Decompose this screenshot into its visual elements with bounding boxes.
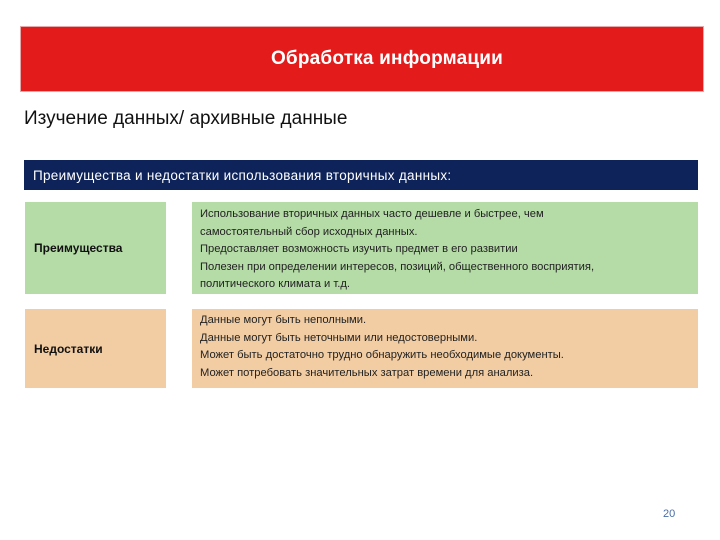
advantages-line: Использование вторичных данных часто дешевле и быстрее, чем xyxy=(200,208,544,220)
advantages-line: политического климата и т.д. xyxy=(200,278,351,290)
slide-title: Обработка информации xyxy=(270,48,504,69)
disadvantages-line: Данные могут быть неточными или недостоверными. xyxy=(200,331,478,344)
advantages-content xyxy=(192,202,698,294)
disadvantages-line: Может быть достаточно трудно обнаружить необходимые документы. xyxy=(200,349,564,361)
disadvantages-line: Данные могут быть неполными. xyxy=(200,314,367,326)
disadvantages-line: Может потребовать значительных затрат времени для анализа. xyxy=(200,366,534,379)
page-number: 20 xyxy=(663,508,676,520)
disadvantages-content xyxy=(192,309,698,388)
advantages-line: самостоятельный сбор исходных данных. xyxy=(200,225,418,238)
slide-title-bar xyxy=(20,26,704,92)
advantages-label xyxy=(25,202,166,294)
section-header xyxy=(24,160,698,190)
advantages-label-text: Преимущества xyxy=(34,241,123,255)
section-header-text: Преимущества и недостатки использования вторичных данных: xyxy=(33,167,452,183)
disadvantages-label-text: Недостатки xyxy=(34,341,103,356)
slide-subtitle: Изучение данных/ архивные данные xyxy=(24,108,348,129)
advantages-line: Предоставляет возможность изучить предмет в его развитии xyxy=(200,243,518,255)
disadvantages-label xyxy=(25,309,166,388)
advantages-line: Полезен при определении интересов, позиций, общественного восприятия, xyxy=(200,260,595,273)
